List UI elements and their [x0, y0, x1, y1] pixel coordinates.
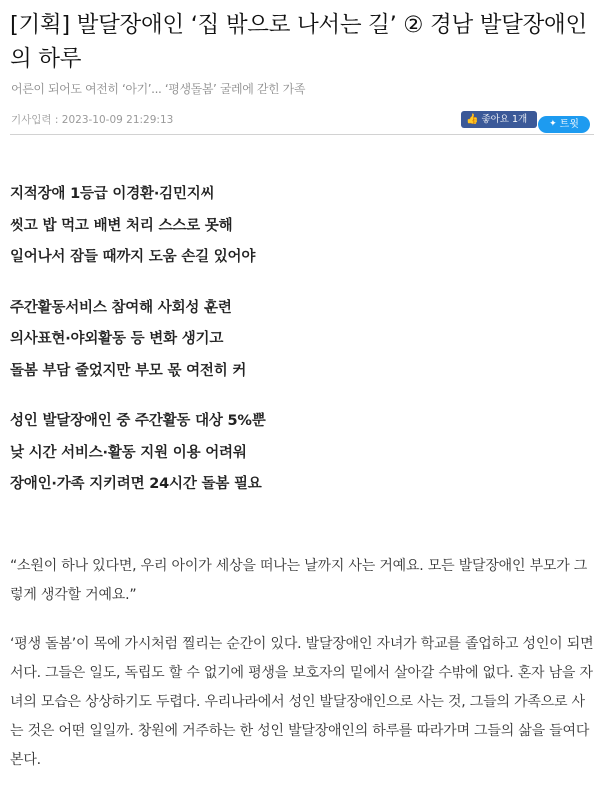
summary-group: [10, 406, 594, 501]
article-title: [기획] 발달장애인 ‘집 밖으로 나서는 길’ ② 경남 발달장애인의 하루: [10, 12, 587, 72]
article: [10, 0, 594, 795]
summary-line: 성인 발달장애인 중 주간활동 대상 5%뿐: [10, 413, 266, 429]
summary-line: 낮 시간 서비스·활동 지원 이용 어려워: [10, 444, 247, 461]
summary-line: 씻고 밥 먹고 배변 처리 스스로 못해: [10, 217, 233, 234]
summary-line: 일어나서 잠들 때까지 도움 손길 있어야: [10, 249, 256, 265]
article-body: [10, 552, 594, 775]
article-meta: [10, 108, 594, 135]
summary-group: [10, 293, 594, 388]
article-summary: [10, 179, 594, 501]
body-paragraph: “소원이 하나 있다면, 우리 아이가 세상을 떠나는 날까지 사는 거예요. 모든 발달장애인 부모가 그렇게 생각할 거예요.”: [10, 557, 588, 603]
summary-line: 돌봄 부담 줄었지만 부모 몫 여전히 커: [10, 362, 247, 379]
summary-group: [10, 179, 594, 274]
published-date: 기사입력 : 2023-10-09 21:29:13: [11, 114, 174, 126]
body-paragraph: ‘평생 돌봄’이 목에 가시처럼 찔리는 순간이 있다. 발달장애인 자녀가 학교를 졸업하고 성인이 되면서다. 그들은 일도, 독립도 할 수 없기에 평생을 보호자의 밑에서 살아갈 수밖에 없다. 혼자 남을 자녀의 모습은 상상하기도 두렵다. 우리나라에서 성인 발달장애인으로 사는 것, 그들의 가족으로 사는 것은 어떤 일일까. 창원에 거주하는 한 성인 발달장애인의 하루를 따라가며 그들의 삶을 들여다본다.: [10, 635, 594, 768]
summary-line: 장애인·가족 지키려면 24시간 돌봄 필요: [10, 476, 262, 492]
summary-line: 의사표현·야외활동 등 변화 생기고: [10, 331, 224, 347]
bird-icon: ✦: [549, 119, 557, 129]
tweet-button[interactable]: [538, 116, 590, 133]
thumbs-up-icon: 👍: [466, 114, 479, 125]
like-label: 좋아요 1개: [481, 114, 528, 125]
tweet-label: 트윗: [559, 119, 579, 130]
summary-line: 주간활동서비스 참여해 사회성 훈련: [10, 299, 232, 316]
article-subtitle: 어른이 되어도 여전히 ‘아기’... ‘평생돌봄’ 굴레에 갇힌 가족: [11, 82, 306, 96]
facebook-like-button[interactable]: [461, 111, 537, 128]
summary-line: 지적장애 1등급 이경환·김민지씨: [10, 186, 215, 202]
